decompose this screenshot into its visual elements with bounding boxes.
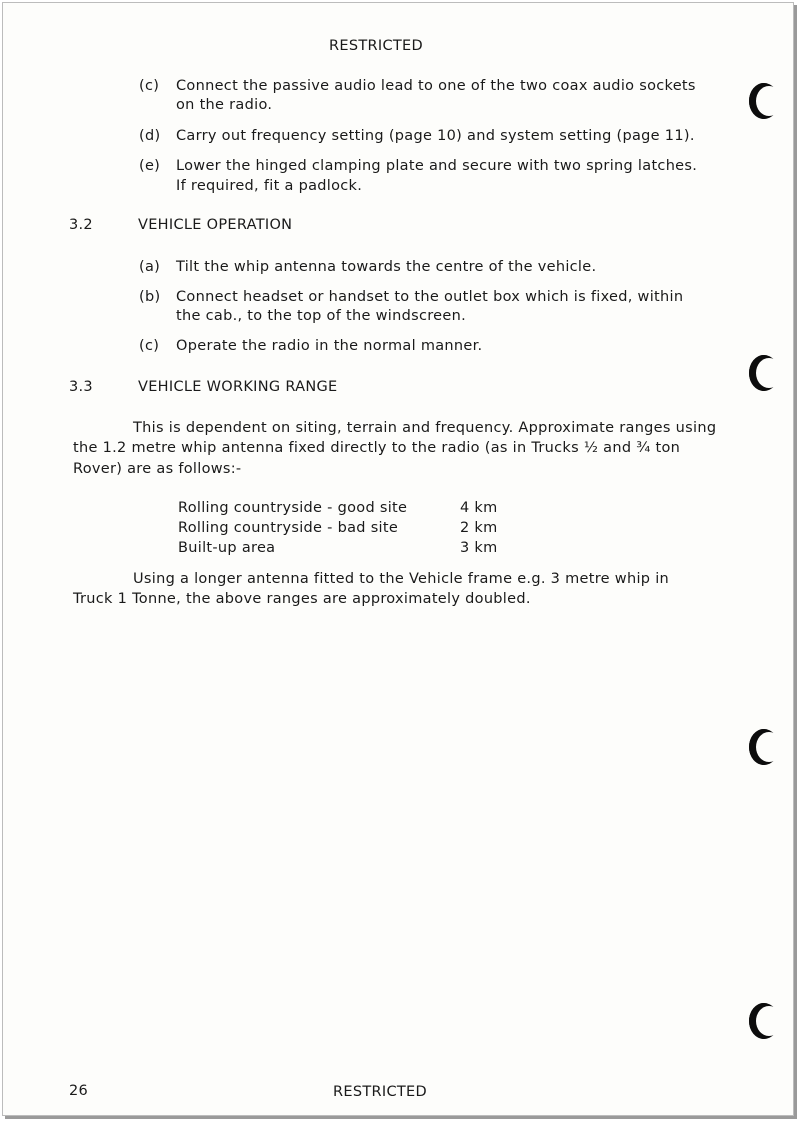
punch-hole-3	[749, 729, 779, 765]
paragraph-1-line-1: This is dependent on siting, terrain and frequency. Approximate ranges using	[133, 420, 717, 436]
item-a-marker: (a)	[139, 259, 161, 275]
item-b-line-2: the cab., to the top of the windscreen.	[176, 308, 467, 324]
document-page	[2, 2, 794, 1116]
paragraph-2-line-1: Using a longer antenna fitted to the Vehicle frame e.g. 3 metre whip in	[133, 571, 670, 587]
range-terrain-2: Rolling countryside - bad site	[178, 520, 399, 536]
section-3-3-title: VEHICLE WORKING RANGE	[138, 379, 338, 395]
punch-hole-2	[749, 355, 779, 391]
punch-hole-1	[749, 83, 779, 119]
item-a-line-1: Tilt the whip antenna towards the centre of the vehicle.	[176, 259, 597, 275]
item-b-line-1: Connect headset or handset to the outlet box which is fixed, within	[176, 289, 684, 305]
item-c-line-1: Connect the passive audio lead to one of the two coax audio sockets	[176, 78, 696, 94]
item-d-marker: (d)	[139, 128, 161, 144]
paragraph-2-line-2: Truck 1 Tonne, the above ranges are approximately doubled.	[73, 591, 531, 607]
section-3-2-number: 3.2	[69, 217, 93, 233]
item-b-marker: (b)	[139, 289, 161, 305]
item-e-line-1: Lower the hinged clamping plate and secure with two spring latches.	[176, 158, 698, 174]
section-3-3-number: 3.3	[69, 379, 93, 395]
footer-restricted: RESTRICTED	[333, 1084, 427, 1100]
range-terrain-1: Rolling countryside - good site	[178, 500, 408, 516]
punch-hole-4	[749, 1003, 779, 1039]
item-d-line-1: Carry out frequency setting (page 10) and system setting (page 11).	[176, 128, 695, 144]
range-terrain-3: Built-up area	[178, 540, 276, 556]
item-e-marker: (e)	[139, 158, 161, 174]
range-value-1: 4 km	[460, 500, 498, 516]
paragraph-1-line-3: Rover) are as follows:-	[73, 461, 242, 477]
item-c2-line-1: Operate the radio in the normal manner.	[176, 338, 483, 354]
item-e-line-2: If required, fit a padlock.	[176, 178, 363, 194]
page-number: 26	[69, 1083, 89, 1099]
section-3-2-title: VEHICLE OPERATION	[138, 217, 293, 233]
item-c-line-2: on the radio.	[176, 97, 273, 113]
range-value-3: 3 km	[460, 540, 498, 556]
item-c-marker: (c)	[139, 78, 160, 94]
range-value-2: 2 km	[460, 520, 498, 536]
header-restricted: RESTRICTED	[329, 38, 423, 54]
item-c2-marker: (c)	[139, 338, 160, 354]
paragraph-1-line-2: the 1.2 metre whip antenna fixed directly to the radio (as in Trucks ½ and ¾ ton	[73, 440, 681, 456]
